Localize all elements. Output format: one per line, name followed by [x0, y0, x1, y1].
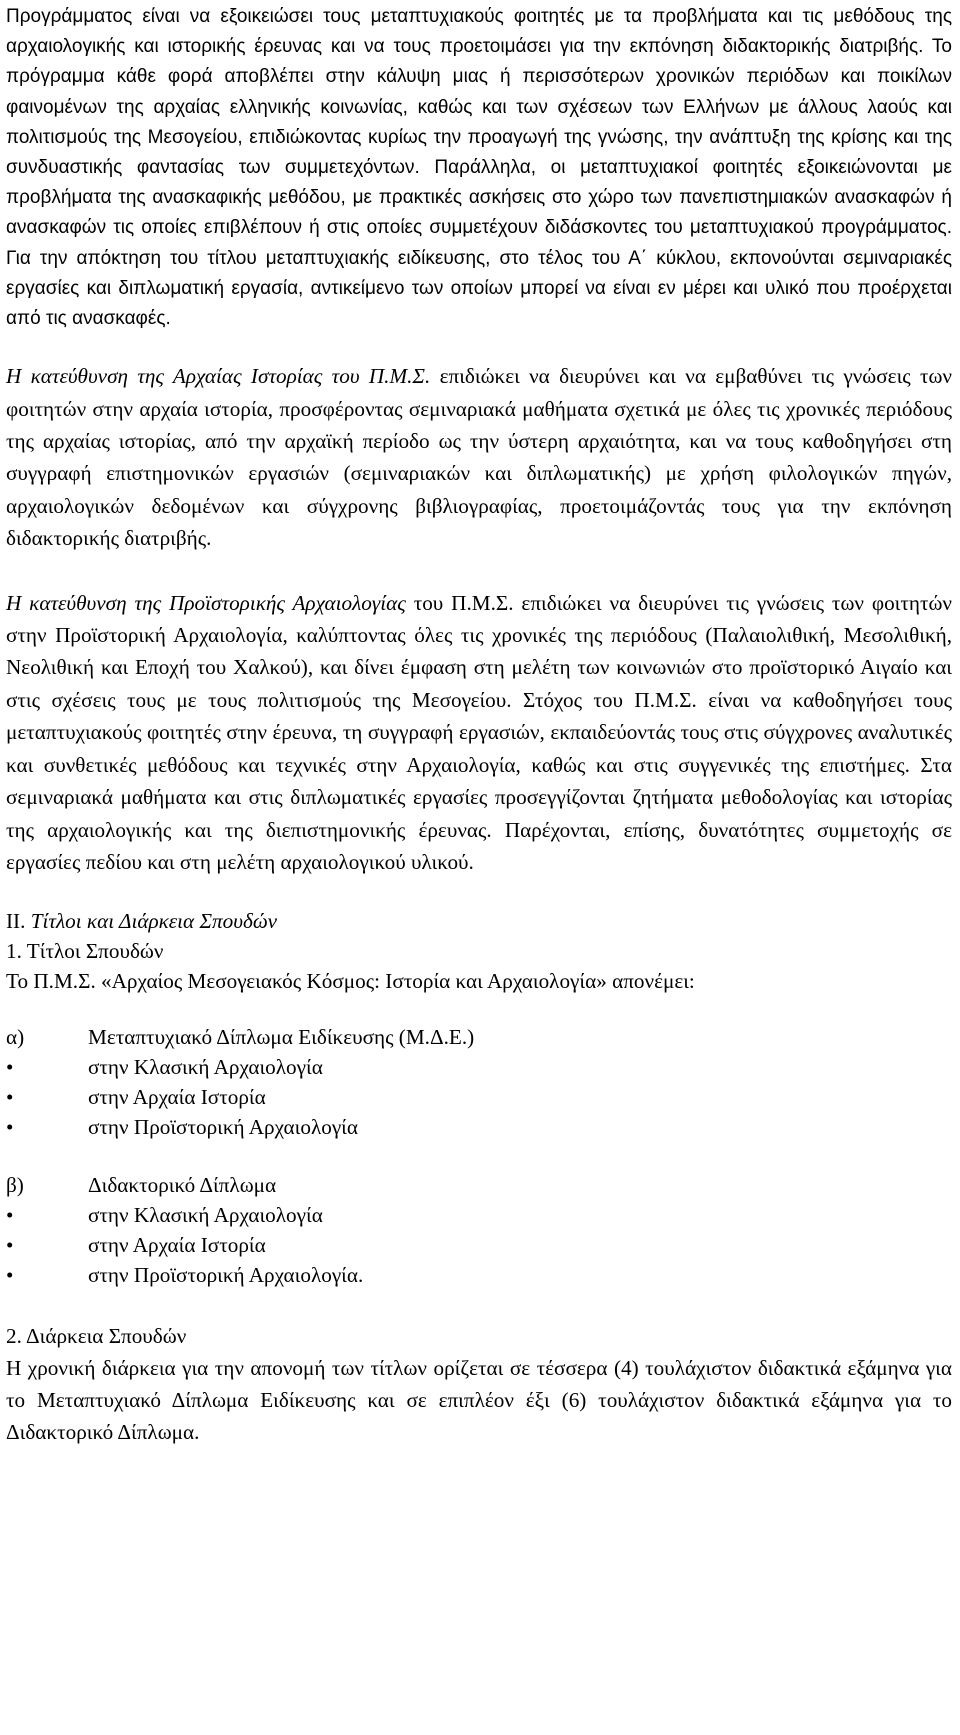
list-b-marker: β) [6, 1173, 24, 1198]
list-item [6, 1112, 952, 1142]
list-item-text: στην Αρχαία Ιστορία [88, 1085, 266, 1110]
prehistoric-lead: Η κατεύθυνση της Προϊστορικής Αρχαιολογίας [6, 590, 406, 615]
subsection-1-title: 1. Τίτλοι Σπουδών [6, 939, 164, 964]
ancient-history-paragraph [6, 360, 952, 554]
duration-text: Η χρονική διάρκεια για την απονομή των τίτλων ορίζεται σε τέσσερα (4) τουλάχιστον διδακτικά εξάμηνα για το Μεταπτυχιακό Δίπλωμα Ειδίκευσης και σε επιπλέον έξι (6) τουλάχιστον διδακτικά εξάμηνα για το Διδακτορικό Δίπλωμα. [6, 1356, 952, 1445]
list-item [6, 1200, 952, 1230]
bullet-icon: • [6, 1055, 14, 1080]
list-b-header [6, 1170, 952, 1200]
prehistoric-body: του Π.Μ.Σ. επιδιώκει να διευρύνει τις γνώσεις των φοιτητών στην Προϊστορική Αρχαιολογία, καλύπτοντας όλες τις χρονικές της περιόδους (Παλαιολιθική, Μεσολιθική, Νεολιθική και Εποχή του Χαλκού), και δίνει έμφαση στη μελέτη των κοινωνιών στο προϊστορικό Αιγαίο και στις σχέσεις τους με τους πολιτισμούς της Μεσογείου. Στόχος του Π.Μ.Σ. είναι να καθοδηγήσει τους μεταπτυχιακούς φοιτητές στην έρευνα, τη συγγραφή εργασιών, εκπαιδεύοντάς τους στις σύγχρονες αναλυτικές και συνθετικές μεθόδους και τεχνικές στην Αρχαιολογία, καθώς και στις συγγενικές της επιστήμες. Στα σεμιναριακά μαθήματα και στις διπλωματικές εργασίες προσεγγίζονται ζητήματα μεθοδολογίας και ιστορίας της αρχαιολογικής και της διεπιστημονικής έρευνας. Παρέχονται, επίσης, δυνατότητες συμμετοχής σε εργασίες πεδίου και στη μελέτη αρχαιολογικού υλικού. [6, 590, 953, 874]
list-item [6, 1052, 952, 1082]
list-item-text: στην Κλασική Αρχαιολογία [88, 1055, 323, 1080]
list-item-text: στην Αρχαία Ιστορία [88, 1233, 266, 1258]
list-item-text: στην Κλασική Αρχαιολογία [88, 1203, 323, 1228]
list-b [6, 1170, 952, 1290]
list-a-marker: α) [6, 1025, 25, 1050]
intro-paragraph: Προγράμματος είναι να εξοικειώσει τους μεταπτυχιακούς φοιτητές με τα προβλήματα και τις μεθόδους της αρχαιολογικής και ιστορικής έρευνας και να τους προετοιμάσει για την εκπόνηση διδακτορικής διατριβής. Το πρόγραμμα κάθε φορά αποβλέπει στην κάλυψη μιας ή περισσότερων χρονικών περιόδων και ποικίλων φαινομένων της αρχαίας ελληνικής κοινωνίας, καθώς και των σχέσεων των Ελλήνων με άλλους λαούς και πολιτισμούς της Μεσογείου, επιδιώκοντας κυρίως την προαγωγή της γνώσης, την ανάπτυξη της κρίσης και της συνδυαστικής φαντασίας των συμμετεχόντων. Παράλληλα, οι μεταπτυχιακοί φοιτητές εξοικειώνονται με προβλήματα της ανασκαφικής μεθόδου, με πρακτικές ασκήσεις στο χώρο των πανεπιστημιακών ανασκαφών ή ανασκαφών τις οποίες επιβλέπουν ή στις οποίες συμμετέχουν διδάσκοντες του μεταπτυχιακού προγράμματος. Για την απόκτηση του τίτλου μεταπτυχιακής ειδίκευσης, στο τέλος του Α΄ κύκλου, εκπονούνται σεμιναριακές εργασίες και διπλωματική εργασία, αντικείμενο των οποίων μπορεί να είναι εν μέρει και υλικό που προέρχεται από τις ανασκαφές. [6, 6, 952, 330]
list-item-text: στην Προϊστορική Αρχαιολογία. [88, 1263, 364, 1288]
bullet-icon: • [6, 1263, 14, 1288]
list-b-label: Διδακτορικό Δίπλωμα [88, 1173, 277, 1198]
bullet-icon: • [6, 1233, 14, 1258]
list-item-text: στην Προϊστορική Αρχαιολογία [88, 1115, 358, 1140]
duration-section [6, 1320, 952, 1448]
list-a-label: Μεταπτυχιακό Δίπλωμα Ειδίκευσης (Μ.Δ.Ε.) [88, 1025, 475, 1050]
list-item [6, 1260, 952, 1290]
bullet-icon: • [6, 1203, 14, 1228]
list-item [6, 1230, 952, 1260]
bullet-icon: • [6, 1085, 14, 1110]
ancient-history-body: επιδιώκει να διευρύνει και να εμβαθύνει τις γνώσεις των φοιτητών στην αρχαία ιστορία, προσφέροντας σεμιναριακά μαθήματα σχετικά με όλες τις χρονικές περιόδους της αρχαίας ιστορίας, από την αρχαϊκή περίοδο ως την ύστερη αρχαιότητα, και να τους καθοδηγήσει στη συγγραφή επιστημονικών εργασιών (σεμιναριακών και διπλωματικής) με χρήση φιλολογικών πηγών, αρχαιολογικών δεδομένων και σύγχρονης βιβλιογραφίας, προετοιμάζοντάς τους για την εκπόνηση διδακτορικής διατριβής. [6, 364, 952, 551]
list-item [6, 1082, 952, 1112]
section-2-title [6, 906, 952, 936]
titles-statement: Το Π.Μ.Σ. «Αρχαίος Μεσογειακός Κόσμος: Ιστορία και Αρχαιολογία» απονέμει: [6, 969, 695, 994]
ancient-history-lead: Η κατεύθυνση της Αρχαίας Ιστορίας του Π.Μ.Σ. [6, 364, 431, 389]
subsection-2-title: 2. Διάρκεια Σπουδών [6, 1324, 187, 1349]
list-a [6, 1022, 952, 1142]
section-2-numeral: ΙΙ. [6, 909, 31, 934]
section-2-heading-block [6, 906, 952, 996]
bullet-icon: • [6, 1115, 14, 1140]
prehistoric-paragraph [6, 587, 952, 879]
list-a-header [6, 1022, 952, 1052]
section-2-title-text: Τίτλοι και Διάρκεια Σπουδών [30, 909, 278, 934]
